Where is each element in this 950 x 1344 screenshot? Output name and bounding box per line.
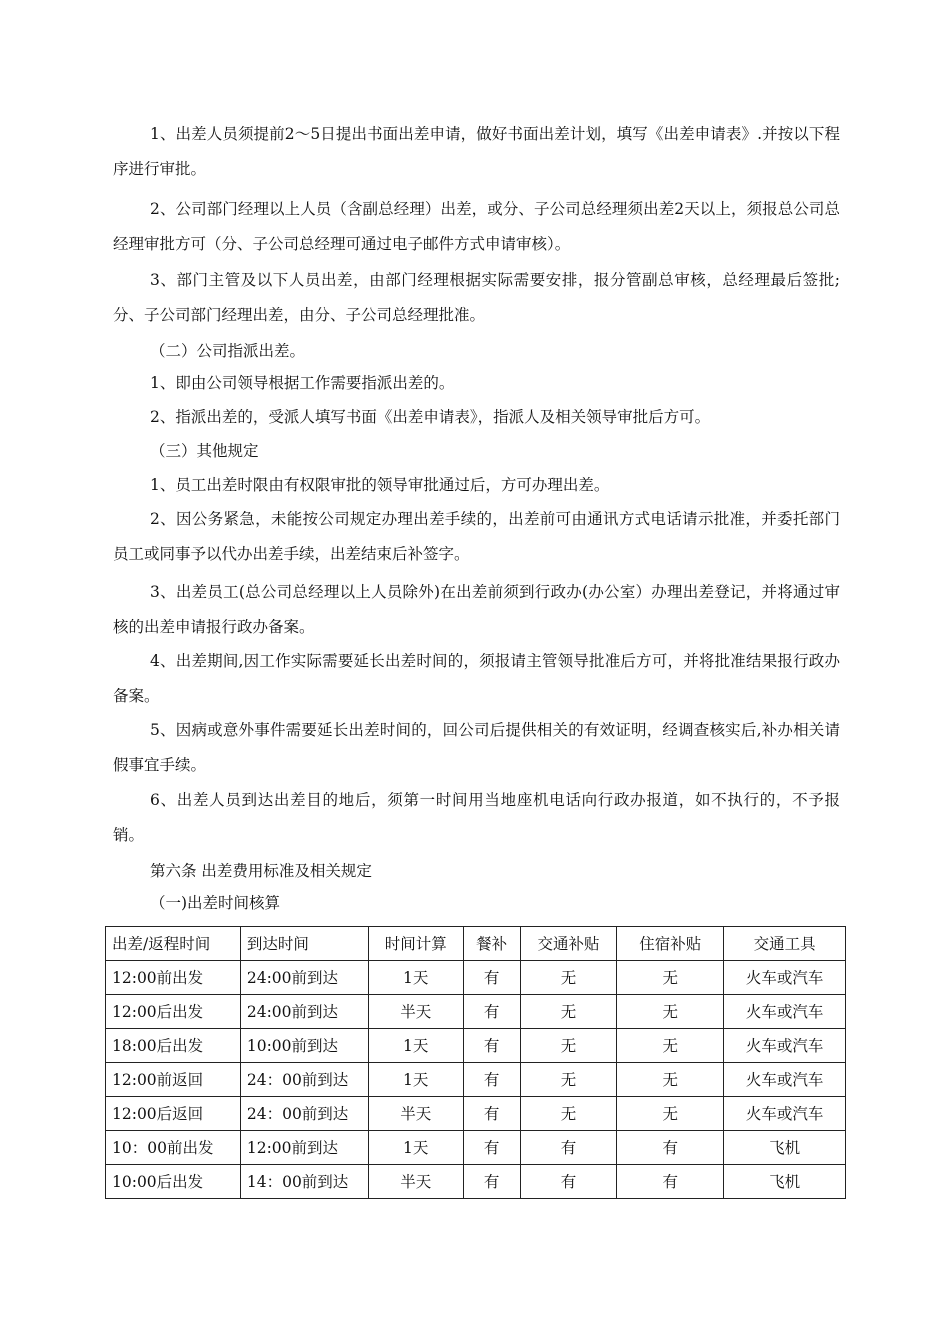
- table-cell: 1天: [368, 961, 463, 995]
- table-cell: 火车或汽车: [724, 1097, 846, 1131]
- table-cell: 半天: [368, 1097, 463, 1131]
- table-cell: 火车或汽车: [724, 1029, 846, 1063]
- table-cell: 无: [520, 1097, 617, 1131]
- table-cell: 半天: [368, 1165, 463, 1199]
- table-cell: 1天: [368, 1029, 463, 1063]
- table-cell: 无: [617, 1063, 724, 1097]
- table-row: [106, 1131, 846, 1165]
- table-cell: 有: [463, 995, 520, 1029]
- section-heading-3: （三）其他规定: [150, 442, 259, 460]
- article-6-heading: 第六条 出差费用标准及相关规定: [150, 862, 372, 880]
- header-cell: 时间计算: [368, 927, 463, 961]
- header-cell: 交通工具: [724, 927, 846, 961]
- table-cell: 有: [463, 1063, 520, 1097]
- table-cell: 无: [520, 1063, 617, 1097]
- header-cell: 交通补贴: [520, 927, 617, 961]
- table-row: [106, 1063, 846, 1097]
- table-row: [106, 1165, 846, 1199]
- table-cell: 10:00前到达: [240, 1029, 368, 1063]
- table-row: [106, 1097, 846, 1131]
- table-cell: 无: [617, 961, 724, 995]
- table-cell: 飞机: [724, 1131, 846, 1165]
- header-cell: 住宿补贴: [617, 927, 724, 961]
- table-cell: 有: [520, 1165, 617, 1199]
- paragraph-11: 6、出差人员到达出差目的地后，须第一时间用当地座机电话向行政办报道，如不执行的，不予报销。: [113, 791, 840, 844]
- paragraph-7: 2、因公务紧急，未能按公司规定办理出差手续的，出差前可由通讯方式电话请示批准，并委托部门员工或同事予以代办出差手续，出差结束后补签字。: [113, 510, 840, 563]
- table-cell: 24:00前到达: [240, 961, 368, 995]
- table-cell: 有: [463, 1097, 520, 1131]
- table-cell: 有: [463, 961, 520, 995]
- table-cell: 1天: [368, 1063, 463, 1097]
- table-cell: 无: [617, 1029, 724, 1063]
- table-cell: 有: [463, 1131, 520, 1165]
- paragraph-9: 4、出差期间,因工作实际需要延长出差时间的，须报请主管领导批准后方可，并将批准结果报行政办备案。: [113, 652, 840, 705]
- header-cell: 出差/返程时间: [106, 927, 241, 961]
- table-cell: 有: [520, 1131, 617, 1165]
- table-cell: 12:00后返回: [106, 1097, 241, 1131]
- paragraph-2: 2、公司部门经理以上人员（含副总经理）出差，或分、子公司总经理须出差2天以上，须报总公司总经理审批方可（分、子公司总经理可通过电子邮件方式申请审核）。: [113, 200, 840, 253]
- travel-time-table: [105, 926, 846, 1199]
- table-cell: 火车或汽车: [724, 1063, 846, 1097]
- table-row: [106, 1029, 846, 1063]
- table-cell: 无: [617, 995, 724, 1029]
- table-cell: 有: [463, 1029, 520, 1063]
- table-cell: 无: [520, 995, 617, 1029]
- table-cell: 12:00前返回: [106, 1063, 241, 1097]
- header-cell: 餐补: [463, 927, 520, 961]
- table-cell: 12:00前出发: [106, 961, 241, 995]
- table-cell: 18:00后出发: [106, 1029, 241, 1063]
- table-row: [106, 995, 846, 1029]
- subsection-heading-time: （一)出差时间核算: [150, 894, 281, 912]
- table-cell: 无: [520, 961, 617, 995]
- table-cell: 有: [463, 1165, 520, 1199]
- table-header-row: [106, 927, 846, 961]
- table-cell: 火车或汽车: [724, 961, 846, 995]
- paragraph-10: 5、因病或意外事件需要延长出差时间的，回公司后提供相关的有效证明，经调查核实后,补办相关请假事宜手续。: [113, 721, 840, 774]
- paragraph-3: 3、部门主管及以下人员出差，由部门经理根据实际需要安排，报分管副总审核，总经理最后签批;分、子公司部门经理出差，由分、子公司总经理批准。: [113, 271, 840, 324]
- section-heading-2: （二）公司指派出差。: [150, 342, 306, 360]
- paragraph-5: 2、指派出差的，受派人填写书面《出差申请表》，指派人及相关领导审批后方可。: [150, 408, 711, 426]
- table-cell: 无: [520, 1029, 617, 1063]
- table-cell: 10:00后出发: [106, 1165, 241, 1199]
- paragraph-4: 1、即由公司领导根据工作需要指派出差的。: [150, 374, 455, 392]
- table-cell: 24：00前到达: [240, 1063, 368, 1097]
- table-cell: 12:00后出发: [106, 995, 241, 1029]
- paragraph-6: 1、员工出差时限由有权限审批的领导审批通过后，方可办理出差。: [150, 476, 610, 494]
- table-cell: 10：00前出发: [106, 1131, 241, 1165]
- table-cell: 飞机: [724, 1165, 846, 1199]
- table-cell: 有: [617, 1131, 724, 1165]
- table-cell: 24：00前到达: [240, 1097, 368, 1131]
- table-cell: 火车或汽车: [724, 995, 846, 1029]
- paragraph-1: 1、出差人员须提前2～5日提出书面出差申请，做好书面出差计划，填写《出差申请表》.并按以下程序进行审批。: [113, 125, 840, 178]
- table-cell: 24:00前到达: [240, 995, 368, 1029]
- table-cell: 12:00前到达: [240, 1131, 368, 1165]
- table-cell: 无: [617, 1097, 724, 1131]
- table-cell: 1天: [368, 1131, 463, 1165]
- paragraph-8: 3、出差员工(总公司总经理以上人员除外)在出差前须到行政办(办公室）办理出差登记，并将通过审核的出差申请报行政办备案。: [113, 583, 840, 636]
- table-cell: 14：00前到达: [240, 1165, 368, 1199]
- table-cell: 有: [617, 1165, 724, 1199]
- table-row: [106, 961, 846, 995]
- table-cell: 半天: [368, 995, 463, 1029]
- header-cell: 到达时间: [240, 927, 368, 961]
